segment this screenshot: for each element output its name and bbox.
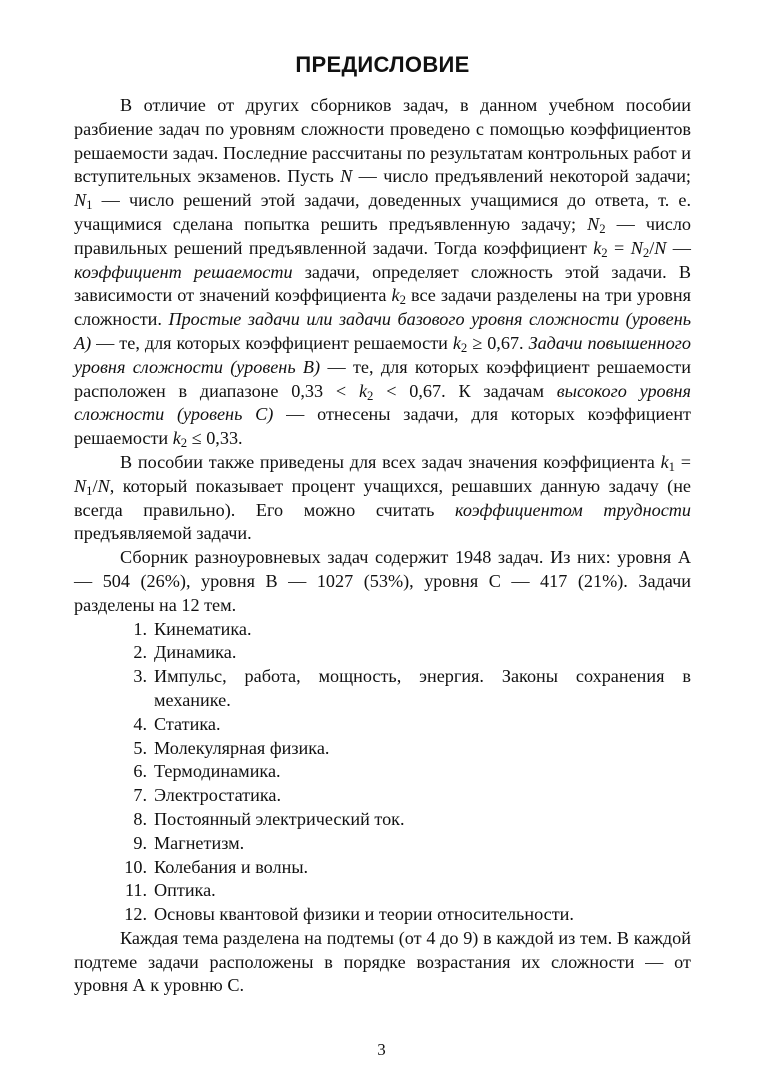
paragraph-subtopics: Каждая тема разделена на подтемы (от 4 до 9) в каждой из тем. В каждой подтеме задачи расположены в порядке возрастания их сложности — от уровня А к уровню С.	[74, 927, 691, 996]
term-difficulty-coefficient: коэффициентом трудности	[455, 499, 691, 520]
list-item: 12. Основы квантовой физики и теории относительности.	[124, 904, 574, 925]
term-solvability-coefficient: коэффициент решаемости	[74, 261, 293, 282]
paragraph-difficulty-levels: В отличие от других сборников задач, в данном учебном пособии разбиение задач по уровням сложности проведено с помощью коэффициентов решаемости задач. Последние рассчитаны по результатам контрольных работ и вступительных экзаменов. Пусть N — число предъявлений некоторой задачи; $N_1$ — число решений этой задачи, доведенных учащимися до ответа, т. е. учащимися сделана попытка решить предъявленную задачу; $N_2$ — число правильных решений предъявленной задачи. Тогда коэффициент $k_2 = N_2/N$ — коэффициент решаемости задачи, определяет сложность этой задачи. В зависимости от значений коэффициента $k_2$ все задачи разделены на три уровня сложности. Простые задачи или задачи базового уровня сложности (уровень А) — те, для которых коэффициент решаемости $k_2 \ge 0,67$. Задачи повышенного уровня сложности (уровень В) — те, для которых коэффициент решаемости расположен в диапазоне $0,33 < k_2 < 0,67$. К задачам высокого уровня сложности (уровень С) — отнесены задачи, для которых коэффициент решаемости $k_2 \le 0,33$.	[74, 95, 692, 451]
list-item: 7. Электростатика.	[133, 785, 282, 806]
term-level-c: высокого уровня сложности (уровень С)	[74, 380, 691, 425]
page-number: 3	[377, 1040, 386, 1059]
page-title: ПРЕДИСЛОВИЕ	[295, 52, 470, 77]
topics-list	[74, 618, 691, 927]
list-item: 11. Оптика.	[124, 880, 216, 901]
list-item: 9. Магнетизм.	[133, 832, 245, 853]
term-level-b: Задачи повышенного уровня сложности (уровень В)	[74, 332, 691, 377]
list-item: 5. Молекулярная физика.	[133, 737, 330, 758]
list-item: 6. Термодинамика.	[133, 761, 281, 782]
paragraph-task-counts: Сборник разноуровневых задач содержит 1948 задач. Из них: уровня А — 504 (26%), уровня В — 1027 (53%), уровня С — 417 (21%). Задачи разделены на 12 тем.	[74, 547, 691, 615]
term-level-a: Простые задачи или задачи базового уровня сложности (уровень А)	[74, 309, 691, 353]
paragraph-difficulty-coefficient: В пособии также приведены для всех задач значения коэффициента $k_1 = N_1/N$, который показывает процент учащихся, решавших данную задачу (не всегда правильно). Его можно считать коэффициентом трудности предъявляемой задачи.	[74, 451, 691, 544]
list-item: 1. Кинематика.	[133, 618, 252, 639]
page-content	[74, 52, 691, 998]
list-item: 3. Импульс, работа, мощность, энергия. Законы сохранения в механике.	[133, 666, 691, 710]
list-item: 10. Колебания и волны.	[124, 856, 309, 877]
list-item: 4. Статика.	[133, 713, 221, 734]
list-item: 2. Динамика.	[133, 642, 237, 663]
list-item: 8. Постоянный электрический ток.	[133, 808, 405, 829]
